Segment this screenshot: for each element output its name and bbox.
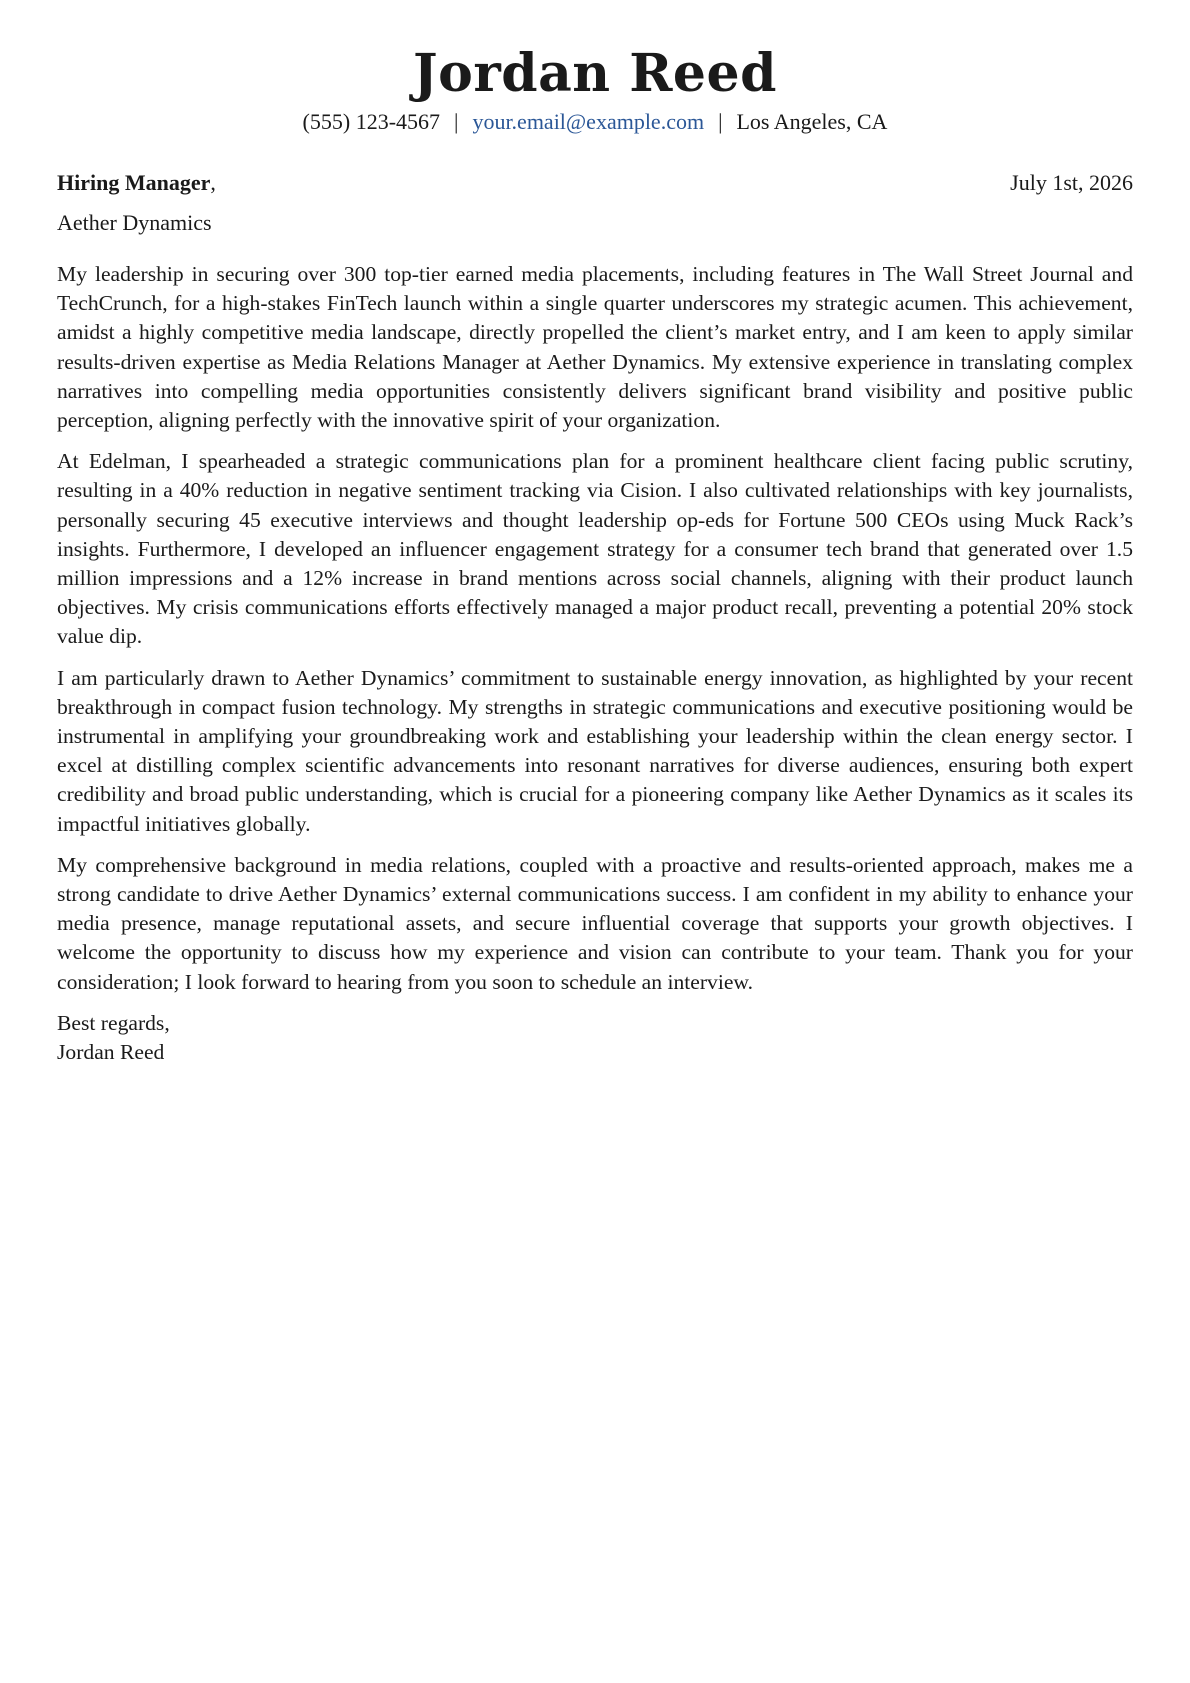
- salutation-row: [57, 169, 1133, 197]
- signature-name: Jordan Reed: [57, 1039, 165, 1064]
- recipient-name: Hiring Manager: [57, 170, 211, 195]
- body-paragraph: My comprehensive background in media relations, coupled with a proactive and results-oriented approach, makes me a strong candidate to drive Aether Dynamics’ external communications success. I am confident in my ability to enhance your media presence, manage reputational assets, and secure influential coverage that supports your growth objectives. I welcome the opportunity to discuss how my experience and vision can contribute to your team. Thank you for your consideration; I look forward to hearing from you soon to schedule an interview.: [57, 852, 1133, 994]
- letter-body: [57, 260, 1133, 997]
- body-paragraph: I am particularly drawn to Aether Dynamics’ commitment to sustainable energy innovation, as highlighted by your recent breakthrough in compact fusion technology. My strengths in strategic communications and executive positioning would be instrumental in amplifying your groundbreaking work and establishing your leadership within the clean energy sector. I excel at distilling complex scientific advancements into resonant narratives for diverse audiences, ensuring both expert credibility and broad public understanding, which is crucial for a pioneering company like Aether Dynamics as it scales its impactful initiatives globally.: [57, 665, 1133, 836]
- closing-phrase: Best regards,: [57, 1010, 170, 1035]
- body-paragraph: My leadership in securing over 300 top-tier earned media placements, including features in The Wall Street Journal and TechCrunch, for a high-stakes FinTech launch within a single quarter underscores my strategic acumen. This achievement, amidst a highly competitive media landscape, directly propelled the client’s market entry, and I am keen to apply similar results-driven expertise as Media Relations Manager at Aether Dynamics. My extensive experience in translating complex narratives into compelling media opportunities consistently delivers significant brand visibility and positive public perception, aligning perfectly with the innovative spirit of your organization.: [57, 262, 1133, 433]
- contact-separator: |: [718, 109, 723, 134]
- location: Los Angeles, CA: [736, 109, 888, 134]
- letter-date: July 1st, 2026: [1010, 170, 1133, 195]
- contact-separator: |: [454, 109, 459, 134]
- closing-block: [57, 1009, 1133, 1067]
- body-paragraph: At Edelman, I spearheaded a strategic communications plan for a prominent healthcare client facing public scrutiny, resulting in a 40% reduction in negative sentiment tracking via Cision. I also cultivated relationships with key journalists, personally securing 45 executive interviews and thought leadership op-eds for Fortune 500 CEOs using Muck Rack’s insights. Furthermore, I developed an influencer engagement strategy for a consumer tech brand that generated over 1.5 million impressions and a 12% increase in brand mentions across social channels, aligning with their product launch objectives. My crisis communications efforts effectively managed a major product recall, preventing a potential 20% stock value dip.: [57, 449, 1133, 649]
- email-link[interactable]: your.email@example.com: [472, 109, 705, 134]
- applicant-name: Jordan Reed: [413, 43, 777, 104]
- recipient: [57, 169, 216, 197]
- contact-line: [57, 108, 1133, 136]
- cover-letter-page: [57, 0, 1133, 1067]
- phone-number: (555) 123-4567: [302, 109, 441, 134]
- recipient-punctuation: ,: [210, 170, 216, 195]
- company-name: Aether Dynamics: [57, 210, 212, 235]
